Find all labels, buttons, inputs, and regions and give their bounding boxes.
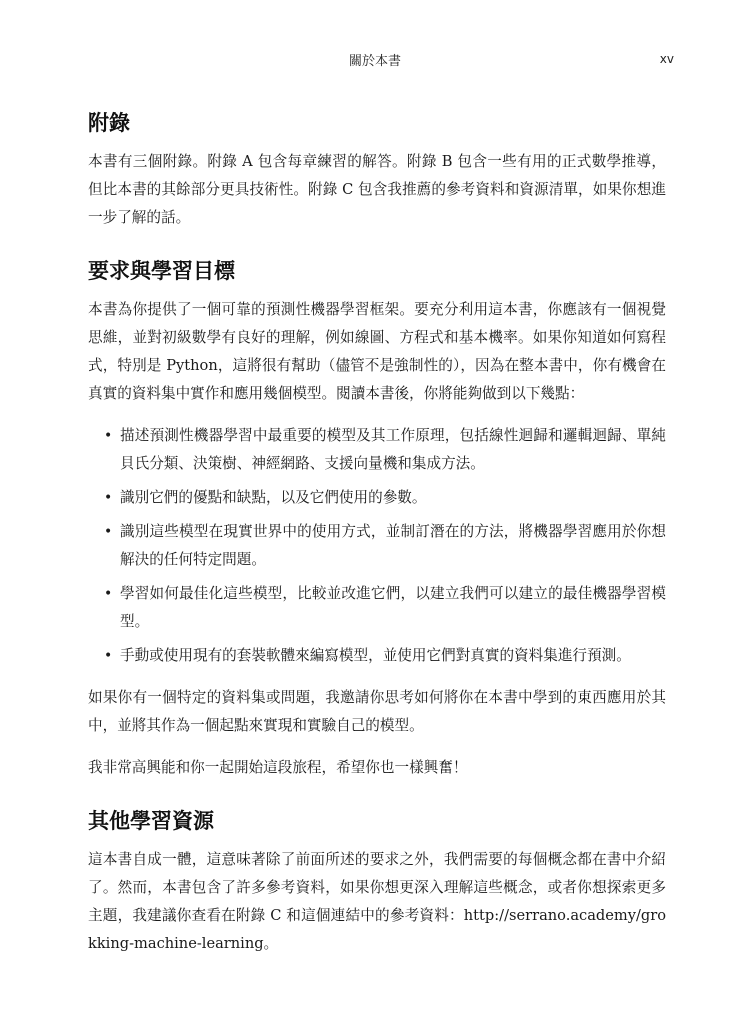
paragraph: 本書為你提供了一個可靠的預測性機器學習框架。要充分利用這本書，你應該有一個視覺思維，並對初級數學有良好的理解，例如線圖、方程式和基本機率。如果你知道如何寫程式，特別是 Python，這將很有幫助（儘管不是強制性的），因為在整本書中，你有機會在真實的資料集中實作和應用幾個模型。閱讀本書後，你將能夠做到以下幾點：	[88, 301, 666, 402]
section-resources	[88, 806, 666, 958]
list-item-text: 描述預測性機器學習中最重要的模型及其工作原理，包括線性迴歸和邏輯迴歸、單純貝氏分類、決策樹、神經網路、支援向量機和集成方法。	[120, 427, 666, 472]
section-requirements	[88, 256, 666, 782]
paragraph: 本書有三個附錄。附錄 A 包含每章練習的解答。附錄 B 包含一些有用的正式數學推導，但比本書的其餘部分更具技術性。附錄 C 包含我推薦的參考資料和資源清單，如果你想進一步了解的話。	[88, 153, 666, 226]
list-item-text: 識別它們的優點和缺點，以及它們使用的參數。	[120, 489, 427, 506]
bullet-icon: •	[104, 490, 113, 506]
list-item	[88, 518, 666, 574]
list-item	[88, 580, 666, 636]
paragraph: 如果你有一個特定的資料集或問題，我邀請你思考如何將你在本書中學到的東西應用於其中，並將其作為一個起點來實現和實驗自己的模型。	[88, 689, 666, 734]
bullet-icon: •	[104, 524, 113, 540]
running-title: 關於本書	[348, 54, 401, 69]
bullet-icon: •	[104, 648, 113, 664]
section-appendix	[88, 108, 666, 232]
section-heading-appendix: 附錄	[88, 111, 130, 135]
page-content	[88, 108, 666, 972]
bullet-icon: •	[104, 428, 113, 444]
list-item-text: 學習如何最佳化這些模型，比較並改進它們，以建立我們可以建立的最佳機器學習模型。	[120, 585, 666, 630]
paragraph: 我非常高興能和你一起開始這段旅程，希望你也一樣興奮！	[88, 759, 468, 776]
list-item	[88, 642, 666, 670]
bullet-icon: •	[104, 586, 113, 602]
paragraph: 這本書自成一體，這意味著除了前面所述的要求之外，我們需要的每個概念都在書中介紹了。然而，本書包含了許多參考資料，如果你想更深入理解這些概念，或者你想探索更多主題，我建議你查看在附錄 C 和這個連結中的參考資料：http://serrano.academy/grokking-machine-learning。	[88, 851, 666, 952]
page-number: xv	[659, 52, 674, 66]
list-item-text: 手動或使用現有的套裝軟體來編寫模型，並使用它們對真實的資料集進行預測。	[120, 647, 631, 664]
list-item	[88, 422, 666, 478]
learning-goals-list	[88, 422, 666, 670]
section-heading-requirements: 要求與學習目標	[88, 259, 235, 283]
list-item	[88, 484, 666, 512]
section-heading-resources: 其他學習資源	[88, 809, 214, 833]
list-item-text: 識別這些模型在現實世界中的使用方式，並制訂潛在的方法，將機器學習應用於你想解決的任何特定問題。	[120, 523, 666, 568]
